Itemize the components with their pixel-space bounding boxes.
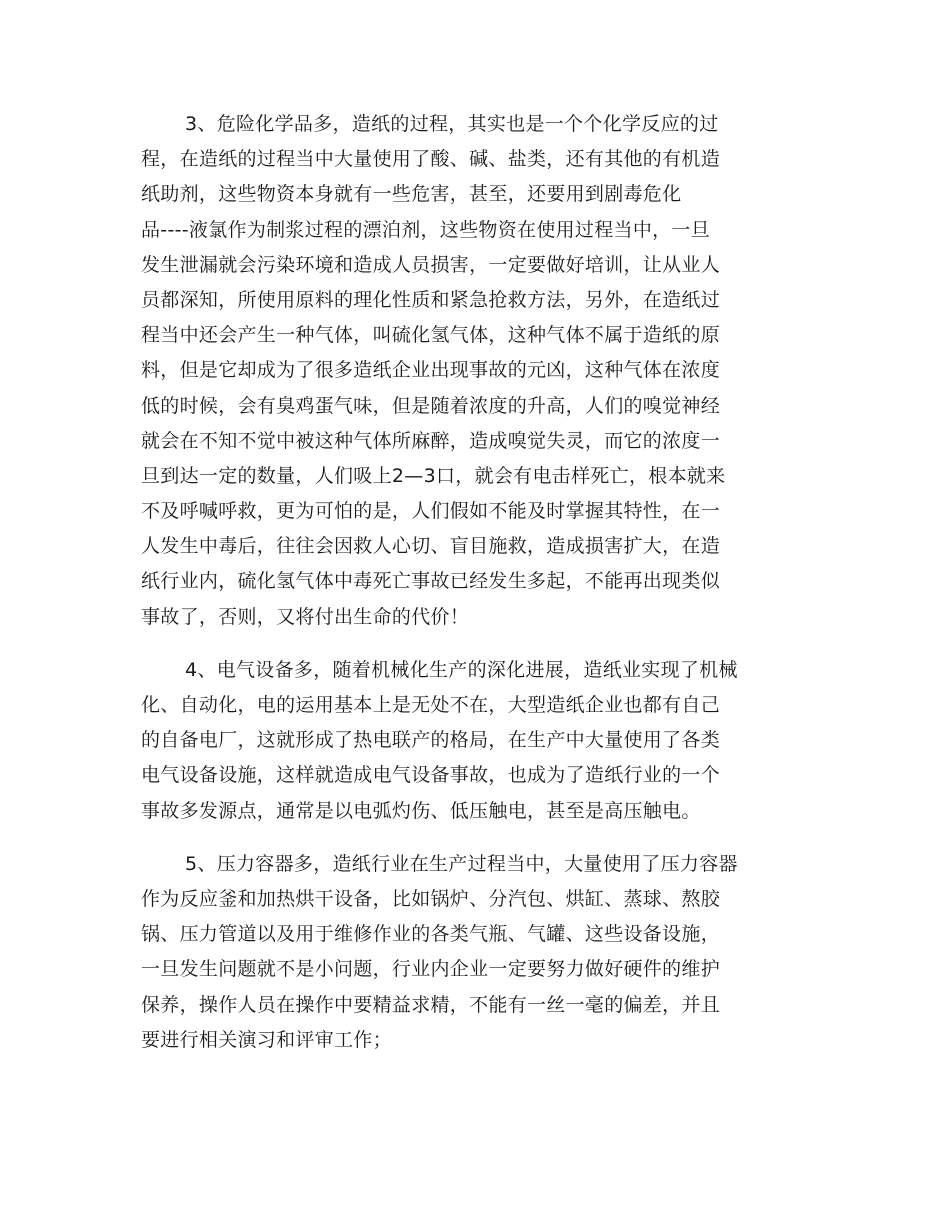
- text-line: 5、压力容器多，造纸行业在生产过程当中，大量使用了压力容器: [185, 852, 738, 875]
- paragraph-pressure-vessels: [141, 847, 806, 1058]
- text-line: 品----液氯作为制浆过程的漂泊剂，这些物资在使用过程当中，一旦: [141, 218, 711, 241]
- text-line: 一旦发生问题就不是小问题，行业内企业一定要努力做好硬件的维护: [141, 958, 721, 981]
- text-line: 低的时候，会有臭鸡蛋气味，但是随着浓度的升高，人们的嗅觉神经: [141, 394, 721, 417]
- text-line: 不及呼喊呼救，更为可怕的是，人们假如不能及时掌握其特性，在一: [141, 500, 721, 523]
- text-line: 程，在造纸的过程当中大量使用了酸、碱、盐类，还有其他的有机造: [141, 148, 721, 171]
- text-line: 4、电气设备多，随着机械化生产的深化进展，造纸业实现了机械: [185, 658, 738, 681]
- text-line: 人发生中毒后，往往会因救人心切、盲目施救，造成损害扩大，在造: [141, 535, 721, 558]
- paragraph-electrical-equipment: [141, 653, 806, 829]
- text-line: 料，但是它却成为了很多造纸企业出现事故的元凶，这种气体在浓度: [141, 359, 721, 382]
- text-line: 程当中还会产生一种气体，叫硫化氢气体，这种气体不属于造纸的原: [141, 324, 721, 347]
- text-line: 的自备电厂，这就形成了热电联产的格局，在生产中大量使用了各类: [141, 729, 721, 752]
- text-line: 员都深知，所使用原料的理化性质和紧急抢救方法，另外，在造纸过: [141, 288, 721, 311]
- text-line: 保养，操作人员在操作中要精益求精，不能有一丝一毫的偏差，并且: [141, 993, 721, 1016]
- text-line: 纸助剂，这些物资本身就有一些危害，甚至，还要用到剧毒危化: [141, 183, 682, 206]
- text-line: 作为反应釜和加热烘干设备，比如锅炉、分汽包、烘缸、蒸球、熬胶: [141, 887, 721, 910]
- text-line: 电气设备设施，这样就造成电气设备事故，也成为了造纸行业的一个: [141, 764, 721, 787]
- paragraph-spacer: [141, 829, 806, 847]
- paragraph-hazardous-chemicals: [141, 107, 806, 635]
- text-line: 事故了，否则，又将付出生命的代价！: [141, 605, 470, 628]
- text-line: 发生泄漏就会污染环境和造成人员损害，一定要做好培训，让从业人: [141, 253, 721, 276]
- text-line: 化、自动化，电的运用基本上是无处不在，大型造纸企业也都有自己: [141, 694, 721, 716]
- text-line: 纸行业内，硫化氢气体中毒死亡事故已经发生多起，不能再出现类似: [141, 570, 721, 593]
- text-line: 3、危险化学品多，造纸的过程，其实也是一个个化学反应的过: [185, 113, 719, 135]
- text-line: 就会在不知不觉中被这种气体所麻醉，造成嗅觉失灵，而它的浓度一: [141, 429, 721, 452]
- text-line: 旦到达一定的数量，人们吸上2—3口，就会有电击样死亡，根本就来: [141, 464, 726, 487]
- document-page: [141, 107, 806, 1058]
- paragraph-spacer: [141, 635, 806, 653]
- text-line: 要进行相关演习和评审工作；: [141, 1028, 392, 1051]
- text-line: 锅、压力管道以及用于维修作业的各类气瓶、气罐、这些设备设施，: [141, 923, 721, 946]
- text-line: 事故多发源点，通常是以电弧灼伤、低压触电，甚至是高压触电。: [141, 799, 701, 822]
